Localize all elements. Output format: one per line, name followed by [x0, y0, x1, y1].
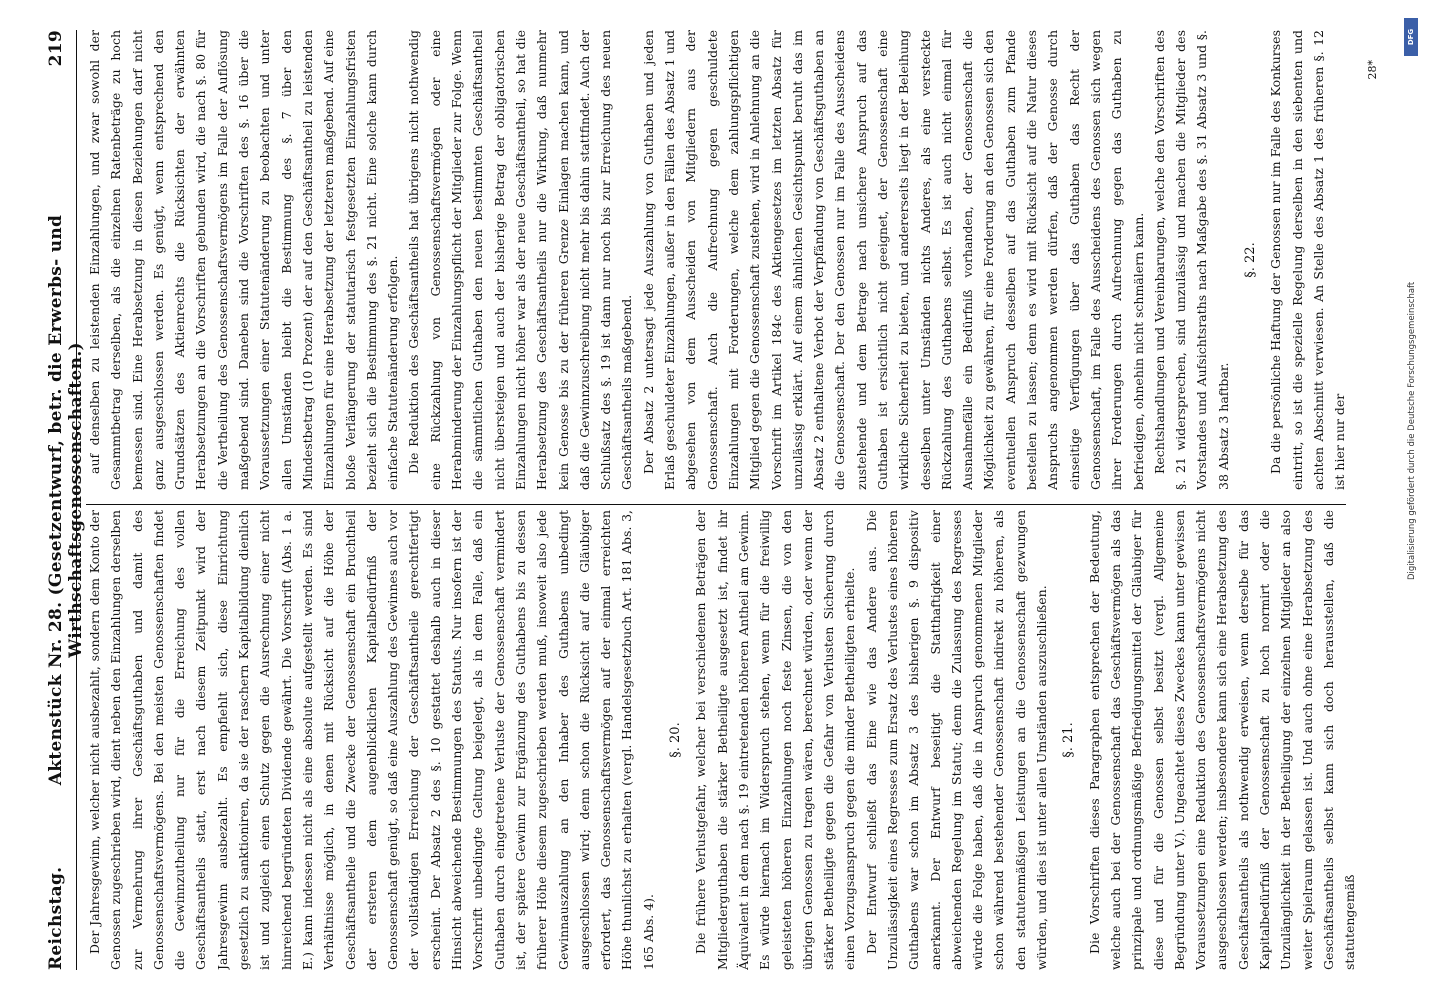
dfg-logo-icon: DFG	[1404, 18, 1418, 56]
paragraph: Die Reduktion des Geschäftsantheils hat übrigens nicht nothwendig eine Rückzahlung von Genossenschaftsvermögen oder eine Herabminderung der Einzahlungspflicht der Mitglieder zur Folge. Wenn die sämmtlichen Guthaben den neuen bestimmten Geschäftsantheil nicht übersteigen und auch der bisherige Betrag der obligatorischen Einzahlungen nicht höher war als der neue Geschäftsantheil, so hat die Herabsetzung des Geschäftsantheils nur die Wirkung, daß nunmehr kein Genosse bis zu der früheren Grenze Einlagen machen kann, und daß die Gewinnzuschreibung nicht mehr bis dahin stattfindet. Auch der Schlußsatz des §. 19 ist dann nur noch bis zur Erreichung des neuen Geschäftsantheils maßgebend.	[406, 30, 635, 490]
paragraph: Der Entwurf schließt das Eine wie das Andere aus. Die Unzulässigkeit eines Regresses zum Ersatz des Verlustes eines höheren Guthabens war schon im Absatz 3 des bisherigen §. 9 dispositiv anerkannt. Der Entwurf beseitigt die Statthaftigkeit einer abweichenden Regelung im Statut; denn die Zulassung des Regresses würde die Folge haben, daß die in Anspruch genommenen Mitglieder schon während bestehender Genossenschaft indirekt zu höheren, als den statutenmäßigen Leistungen an die Genossenschaft gezwungen würden, und dies ist unter allen Umständen auszuschließen.	[863, 510, 1050, 970]
paragraph: Der Absatz 2 untersagt jede Auszahlung von Guthaben und jeden Erlaß geschuldeter Einzahlungen, außer in den Fällen des Absatz 1 und abgesehen von dem Ausscheiden von Mitgliedern aus der Genossenschaft. Auch die Aufrechnung gegen geschuldete Einzahlungen mit Forderungen, welche dem zahlungspflichtigen Mitglied gegen die Genossenschaft zustehen, wird in Anlehnung an die Vorschrift im Artikel 184c des Aktiengesetzes im letzten Absatz für unzulässig erklärt. Auf einem ähnlichen Gesichtspunkt beruht das im Absatz 2 enthaltene Verbot der Verpfändung von Geschäftsguthaben an die Genossenschaft. Der den Genossen nur im Falle des Ausscheidens zustehende und dem Betrage nach unsichere Anspruch auf das Guthaben ist ersichtlich nicht geeignet, der Genossenschaft eine wirkliche Sicherheit zu bieten, und andererseits liegt in der Beleihung desselben unter Umständen nichts Anderes, als eine versteckte Rückzahlung des Guthabens selbst. Es ist auch nicht einmal für Ausnahmefälle ein Bedürfniß vorhanden, der Genossenschaft die Möglichkeit zu gewähren, für eine Forderung an den Genossen sich den eventuellen Anspruch desselben auf das Guthaben zum Pfande bestellen zu lassen; denn es wird mit Rücksicht auf die Natur dieses Anspruchs angenommen werden dürfen, daß der Genosse durch einseitige Verfügungen über das Guthaben das Recht der Genossenschaft, im Falle des Ausscheidens des Genossen sich wegen ihrer Forderungen durch Aufrechnung gegen das Guthaben zu befriedigen, ohnehin nicht schmälern kann.	[640, 30, 1146, 490]
paragraph: Der Jahresgewinn, welcher nicht ausbezahlt, sondern dem Konto der Genossen zugeschrieben wird, dient neben den Einzahlungen derselben zur Vermehrung ihrer Geschäftsguthaben und damit des Genossenschaftsvermögens. Bei den meisten Genossenschaften findet die Gewinnzutheilung nur für die Erreichung des vollen Geschäftsantheils statt, erst nach diesem Zeitpunkt wird der Jahresgewinn ausbezahlt. Es empfiehlt sich, diese Einrichtung gesetzlich zu sanktioniren, da sie der raschern Kapitalbildung dienlich ist und zugleich einen Schutz gegen die Ausrechnung einer nicht hinreichend begründeten Dividende gewährt. Die Vorschrift (Abs. 1 a. E.) kann indessen nicht als eine absolute aufgestellt werden. Es sind Verhältnisse möglich, in denen mit Rücksicht auf die Höhe der Geschäftsantheile und die Zwecke der Genossenschaft ein Bruchtheil der ersteren dem augenblicklichen Kapitalbedürfniß der Genossenschaft genügt, so daß eine Auszahlung des Gewinnes auch vor der vollständigen Erreichung der Geschäftsantheile gerechtfertigt erscheint. Der Absatz 2 des §. 10 gestattet deshalb auch in dieser Hinsicht abweichende Bestimmungen des Statuts. Nur insofern ist der Vorschrift unbedingte Geltung beigelegt, als in dem Falle, daß ein Guthaben durch eingetretene Verluste der Genossenschaft vermindert ist, der spätere Gewinn zur Ergänzung des Guthabens bis zu dessen früherer Höhe diesem zugeschrieben werden muß, insoweit also jede Gewinnauszahlung an den Inhaber des Guthabens unbedingt ausgeschlossen wird; denn schon die Rücksicht auf die Gläubiger erfordert, das Genossenschaftsvermögen auf der einmal erreichten Höhe thunlichst zu erhalten (vergl. Handelsgesetzbuch Art. 181 Abs. 3, 165 Abs. 4).	[87, 510, 656, 970]
column-divider	[86, 504, 1346, 505]
running-header	[46, 30, 86, 970]
right-column	[84, 30, 1364, 490]
document-page	[6, 0, 1426, 1000]
page-number: 219	[46, 30, 66, 67]
paragraph: Da die persönliche Haftung der Genossen nur im Falle des Konkurses eintritt, so ist die spezielle Regelung derselben in den siebenten und achten Abschnitt verwiesen. An Stelle des Absatz 1 des früheren §. 12 ist hier nur der	[1268, 30, 1348, 490]
signature-mark: 28*	[1366, 60, 1379, 80]
paragraph: auf denselben zu leistenden Einzahlungen, und zwar sowohl der Gesammtbetrag derselben, als die einzelnen Ratenbeträge zu hoch bemessen sind. Eine Herabsetzung in diesen Beziehungen darf nicht ganz ausgeschlossen werden. Es genügt, wenn entsprechend den Grundsätzen des Aktienrechts die Rücksichten der erwähnten Herabsetzungen an die Vorschriften gebunden wird, die nach §. 80 für die Vertheilung des Genossenschaftsvermögens im Falle der Auflösung maßgebend sind. Daneben sind die Vorschriften des §. 16 über die Voraussetzungen einer Statutenänderung zu beobachten und unter allen Umständen bleibt die Bestimmung des §. 7 über den Mindestbetrag (10 Prozent) der auf den Geschäftsantheil zu leistenden Einzahlungen für eine Herabsetzung der letzteren maßgebend. Auf eine bloße Verlängerung der statutarisch festgesetzten Einzahlungsfristen bezieht sich die Bestimmung des §. 21 nicht. Eine solche kann durch einfache Statutenänderung erfolgen.	[87, 30, 401, 490]
section-heading: §. 20.	[668, 722, 684, 758]
left-column	[84, 510, 1364, 970]
header-left: Reichstag.	[46, 866, 66, 970]
paragraph: Die frühere Verlustgefahr, welcher bei verschiedenen Beträgen der Mitgliederguthaben die stärker Betheiligte ausgesetzt ist, findet ihr Äquivalent in dem nach §. 19 eintretenden höheren Antheil am Gewinn. Es würde hiernach im Widerspruch stehen, wenn für die freiwillig geleisteten höheren Einzahlungen noch feste Zinsen, die von den übrigen Genossen zu tragen wären, berechnet würden, oder wenn der stärker Betheiligte gegen die Gefahr von Verlusten Sicherung durch einen Vorzugsanspruch gegen die minder Betheiligten erhielte.	[693, 510, 858, 970]
digitization-note: Digitalisierung gefördert durch die Deutsche Forschungsgemeinschaft	[1407, 281, 1417, 580]
section-heading: §. 22.	[1243, 242, 1259, 278]
paragraph: Rechtshandlungen und Vereinbarungen, welche den Vorschriften des §. 21 widersprechen, sind unzulässig und machen die Mitglieder des Vorstandes und Aufsichtsraths nach Maßgabe des §. 31 Absatz 3 und §. 38 Absatz 3 haftbar.	[1151, 30, 1231, 490]
header-title: Aktenstück Nr. 28. (Gesetzentwurf, betr. die Erwerbs- und Wirthschaftsgenossenschaften.)	[46, 214, 86, 786]
header-rule	[76, 30, 77, 970]
section-heading: §. 21.	[1061, 722, 1077, 758]
paragraph: Die Vorschriften dieses Paragraphen entsprechen der Bedeutung, welche auch bei der Genossenschaft das Geschäftsvermögen als das prinzipale und ordnungsmäßige Befriedigungsmittel der Gläubiger für diese und für die Genossen selbst besitzt (vergl. Allgemeine Begründung unter V.). Ungeachtet dieses Zweckes kann unter gewissen Voraussetzungen eine Reduktion des Genossenschaftsvermögens nicht ausgeschlossen werden; insbesondere kann sich eine Herabsetzung des Geschäftsantheils als nothwendig erweisen, wenn derselbe für das Kapitalbedürfniß der Genossenschaft zu hoch normirt oder die Unzulänglichkeit in der Betheiligung der einzelnen Mitglieder an also weiter Spielraum gelassen ist. Und auch ohne eine Herabsetzung des Geschäftsantheils selbst kann sich doch herausstellen, daß die statutengemäß	[1086, 510, 1358, 970]
